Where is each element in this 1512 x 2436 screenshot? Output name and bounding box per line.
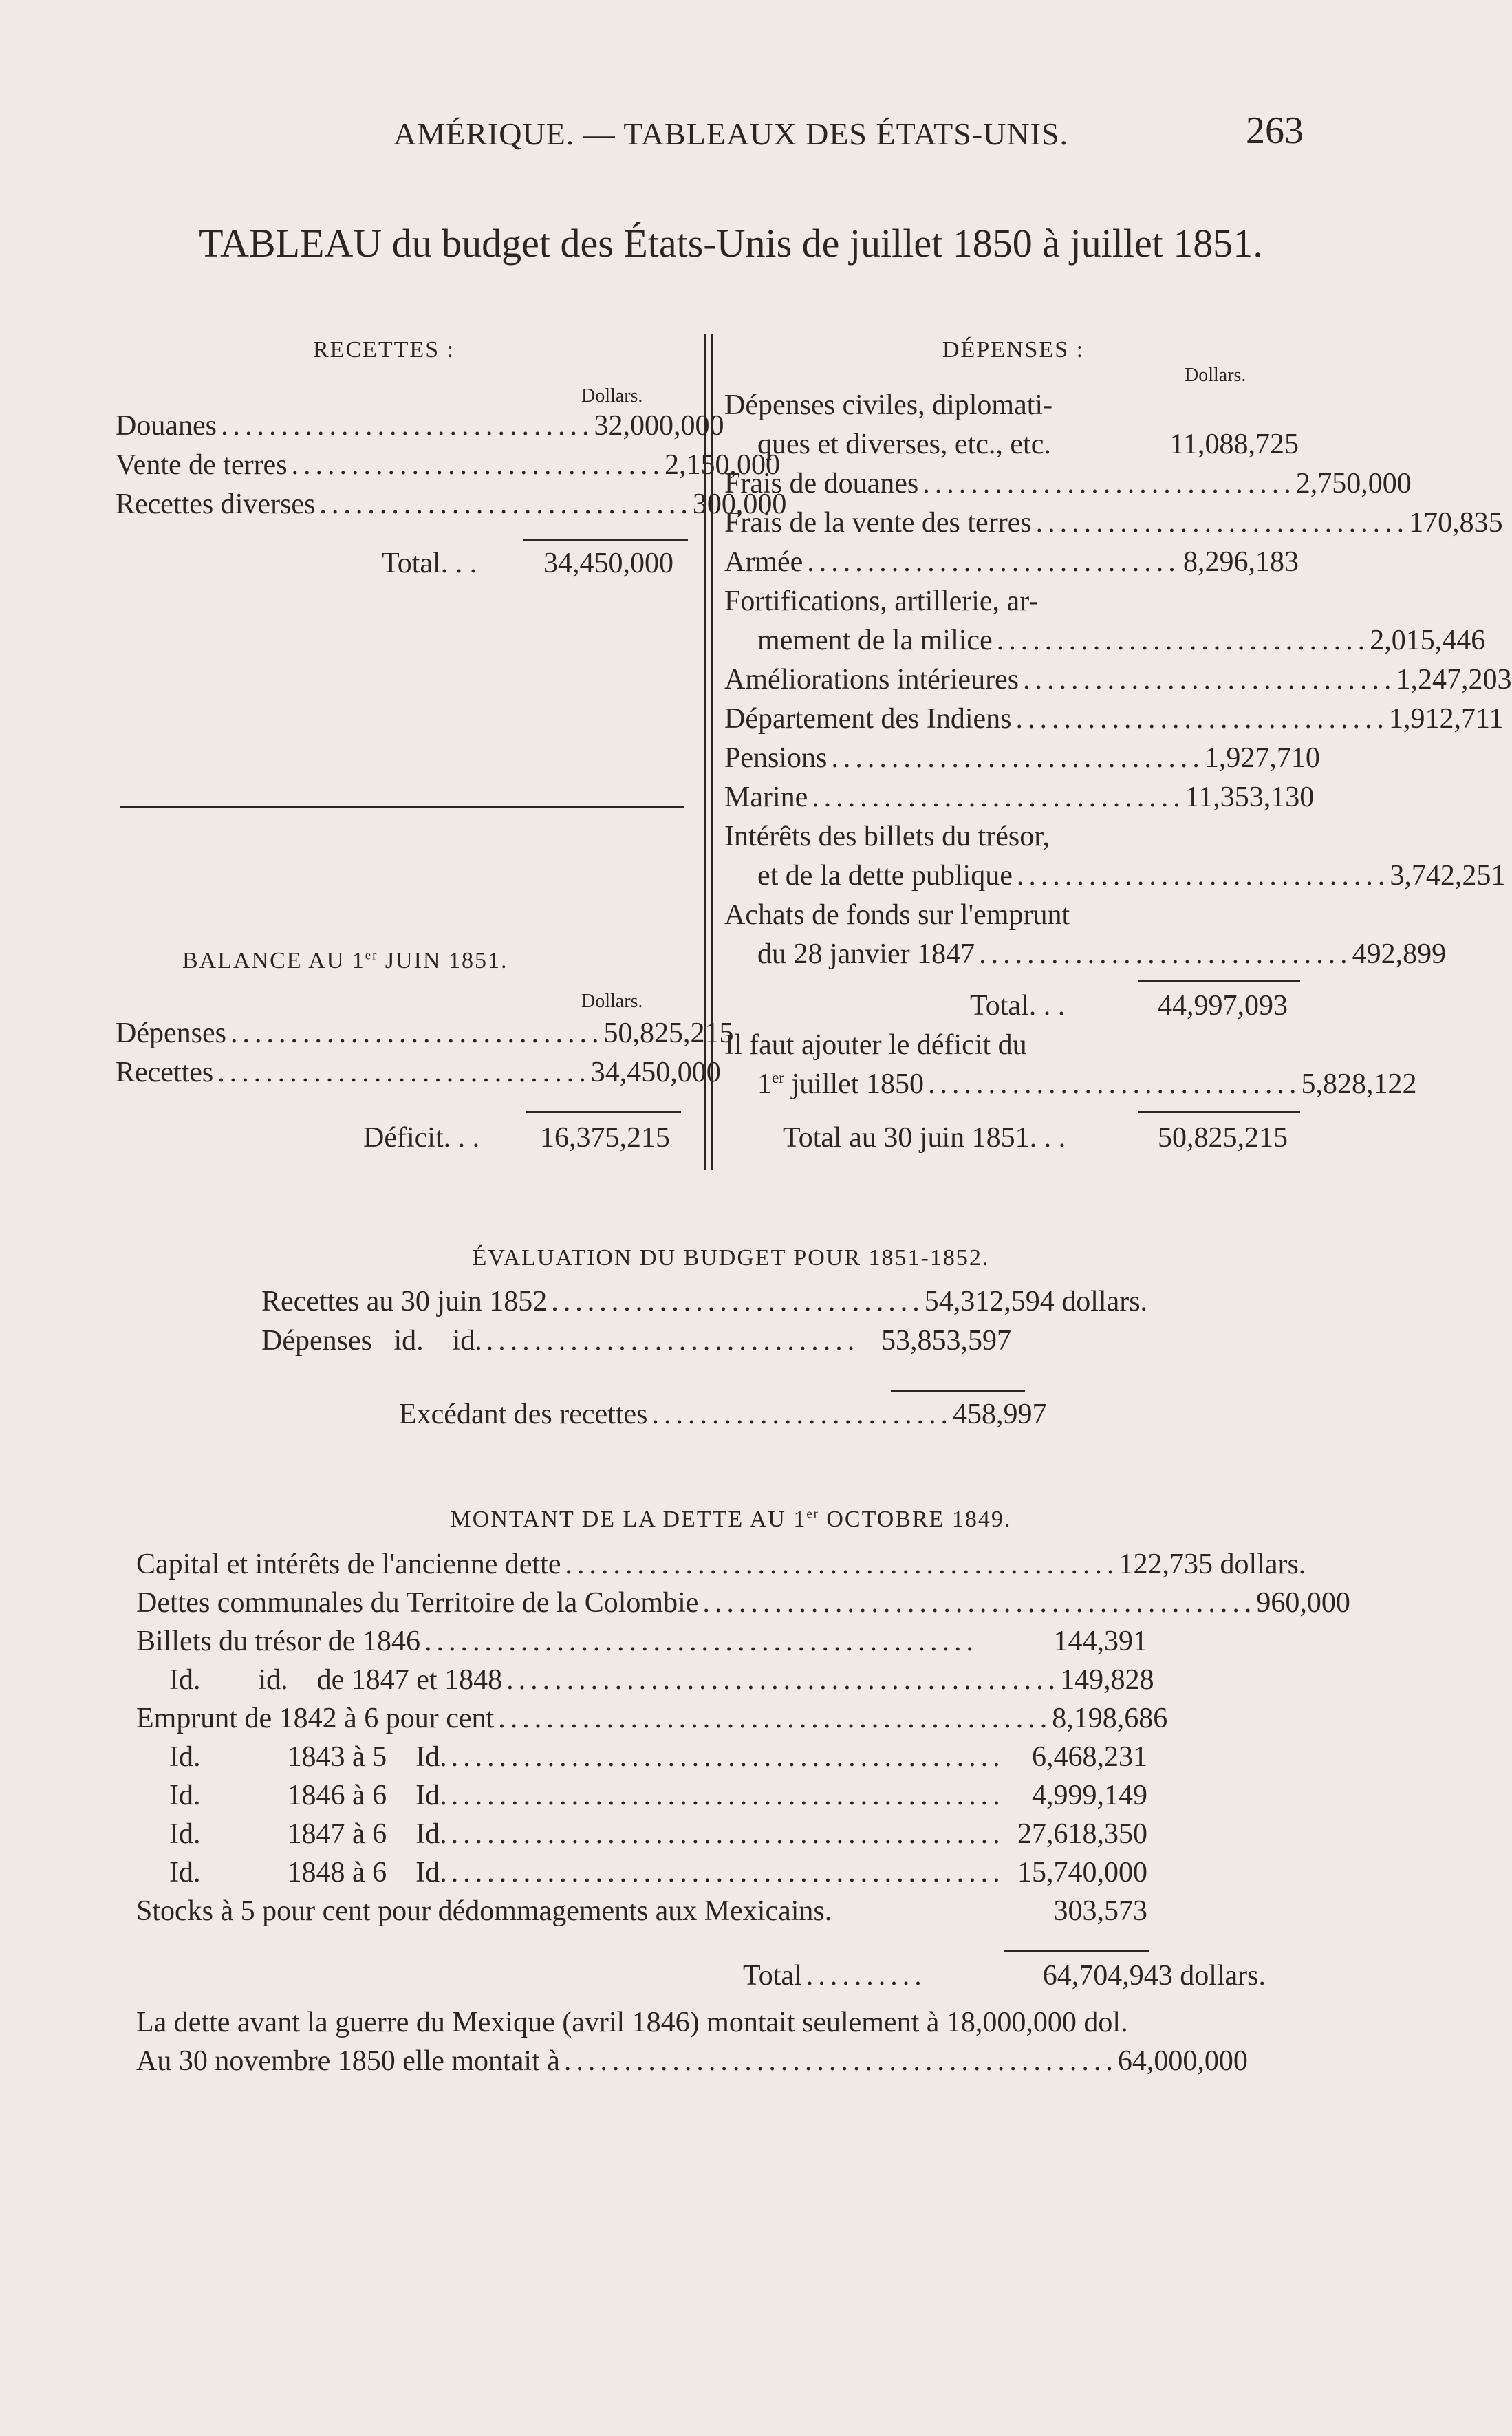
row-label: Il faut ajouter le déficit du [724, 1029, 1027, 1061]
section-separator [120, 806, 684, 808]
sum-rule [891, 1390, 1025, 1392]
dette-row: Capital et intérêts de l'ancienne dette .............................................. 122,735 dollars. [136, 1549, 1306, 1580]
evaluation-heading: ÉVALUATION DU BUDGET POUR 1851-1852. [472, 1245, 990, 1271]
evaluation-row: Recettes au 30 juin 1852 ............................... 54,312,594 dollars. [261, 1286, 1148, 1317]
recettes-row: Recettes diverses ............................... 300,000 [116, 488, 787, 520]
deficit-value: 16,375,215 [540, 1122, 670, 1154]
page-number: 263 [1246, 109, 1304, 152]
dette-row: Billets du trésor de 1846 .............................................. 144,391 [136, 1626, 1147, 1657]
row-value: 50,825,215 [603, 1017, 734, 1049]
row-label: Dépenses [116, 1017, 226, 1049]
depenses-heading: DÉPENSES : [942, 337, 1085, 363]
depenses-row: Améliorations intérieures ............................... 1,247,203 [724, 664, 1512, 696]
recettes-row: Vente de terres ............................... 2,150,000 [116, 449, 781, 481]
row-label: Dépenses civiles, diplomati- [724, 389, 1053, 421]
dette-row: Id. 1847 à 6 Id. .............................................. 27,618,350 [169, 1818, 1147, 1850]
evaluation-row: Dépenses id. id. ............................... 53,853,597 [261, 1325, 1011, 1357]
depenses-row: Département des Indiens ............................... 1,912,711 [724, 703, 1504, 735]
row-value: 34,450,000 [590, 1057, 721, 1088]
row-label: Douanes [116, 410, 217, 442]
sum-rule [523, 539, 688, 541]
row-value: 300,000 [692, 488, 787, 520]
recettes-unit: Dollars. [581, 385, 643, 407]
row-label: Recettes diverses [116, 488, 316, 520]
sum-rule [1004, 1950, 1149, 1952]
dette-row: Id. 1843 à 5 Id. .............................................. 6,468,231 [169, 1741, 1147, 1773]
sum-rule [1138, 980, 1300, 982]
dette-note-row: Au 30 novembre 1850 elle montait à .............................................. 64,000,000 [136, 2045, 1248, 2077]
dette-row: Id. 1846 à 6 Id. .............................................. 4,999,149 [169, 1780, 1147, 1811]
dette-row: Emprunt de 1842 à 6 pour cent .............................................. 8,198,686 [136, 1703, 1168, 1734]
depenses-row: du 28 janvier 1847 ............................... 492,899 [757, 938, 1447, 970]
dette-row: Id. 1848 à 6 Id. .............................................. 15,740,000 [169, 1857, 1147, 1888]
grand-total-value: 50,825,215 [1158, 1122, 1288, 1154]
depenses-row: et de la dette publique ............................... 3,742,251 [757, 860, 1506, 892]
depenses-total-label: Total. . . [970, 990, 1066, 1022]
dette-note: La dette avant la guerre du Mexique (avril 1846) montait seulement à 18,000,000 dol. [136, 2007, 1128, 2038]
recettes-heading: RECETTES : [313, 337, 455, 363]
row-value: 32,000,000 [594, 410, 724, 442]
dette-total-row: Total .......... 64,704,943 dollars. [743, 1960, 1266, 1992]
depenses-row: mement de la milice ............................... 2,015,446 [757, 625, 1486, 656]
dette-row: Id. id. de 1847 et 1848 .............................................. 149,828 [169, 1664, 1154, 1696]
row-value: 2,150,000 [665, 449, 781, 481]
deficit-label: Déficit. . . [363, 1122, 480, 1154]
balance-row: Dépenses ............................... 50,825,215 [116, 1017, 734, 1049]
depenses-row: Marine ............................... 11,353,130 [724, 782, 1315, 813]
depenses-row: Frais de douanes ............................... 2,750,000 [724, 468, 1412, 499]
dette-row: Dettes communales du Territoire de la Colombie .............................................. 960,000 [136, 1587, 1350, 1619]
row-label: Recettes [116, 1057, 214, 1088]
depenses-row: Armée ............................... 8,296,183 [724, 546, 1299, 578]
depenses-unit: Dollars. [1185, 365, 1246, 386]
balance-heading: BALANCE AU 1er JUIN 1851. [182, 948, 508, 973]
dette-row: Stocks à 5 pour cent pour dédommagements aux Mexicains. 303,573 [136, 1895, 1147, 1927]
balance-unit: Dollars. [581, 991, 643, 1012]
recettes-row: Douanes ............................... 32,000,000 [116, 410, 724, 442]
depenses-total-value: 44,997,093 [1158, 990, 1288, 1022]
page-title: TABLEAU du budget des États-Unis de juillet 1850 à juillet 1851. [199, 221, 1263, 266]
depenses-row: 1er juillet 1850 ............................... 5,828,122 [757, 1068, 1417, 1100]
depenses-row: Frais de la vente des terres ............................... 170,835 [724, 507, 1503, 539]
running-head: AMÉRIQUE. — TABLEAUX DES ÉTATS-UNIS. [393, 116, 1068, 151]
recettes-total-value: 34,450,000 [543, 548, 673, 579]
row-label: Intérêts des billets du trésor, [724, 821, 1050, 852]
row-label: Achats de fonds sur l'emprunt [724, 899, 1070, 931]
recettes-total-label: Total. . . [382, 548, 477, 579]
sum-rule [526, 1111, 681, 1113]
balance-row: Recettes ............................... 34,450,000 [116, 1057, 721, 1088]
grand-total-label: Total au 30 juin 1851. . . [783, 1122, 1066, 1154]
depenses-row: Pensions ............................... 1,927,710 [724, 742, 1320, 774]
dette-heading: MONTANT DE LA DETTE AU 1er OCTOBRE 1849. [450, 1507, 1012, 1532]
depenses-row: ques et diverses, etc., etc. 11,088,725 [757, 429, 1299, 460]
row-label: Vente de terres [116, 449, 288, 481]
evaluation-row: Excédant des recettes ......................... 458,997 [399, 1399, 1047, 1430]
row-label: Fortifications, artillerie, ar- [724, 585, 1039, 617]
sum-rule [1138, 1111, 1300, 1113]
